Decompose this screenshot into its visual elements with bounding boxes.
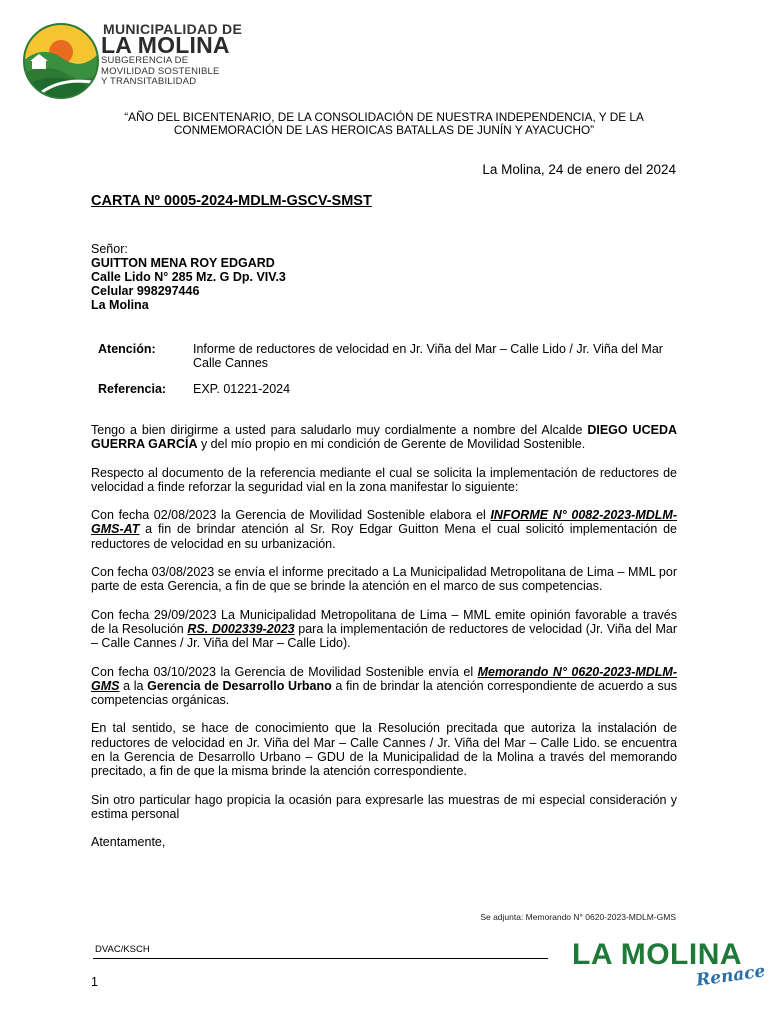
text-run: y del mío propio en mi condición de Gerente de Movilidad Sostenible.	[197, 437, 586, 452]
addressee-street: Calle Lido N° 285 Mz. G Dp. VIV.3	[91, 270, 286, 284]
footer-divider	[93, 958, 548, 959]
addressee-name: GUITTON MENA ROY EDGARD	[91, 256, 275, 270]
closing: Atentamente,	[91, 835, 166, 850]
informe-reference: INFORME N° 0082-2023-MDLM-GMS-AT	[91, 508, 677, 537]
subgerencia-line: MOVILIDAD SOSTENIBLE	[101, 65, 220, 77]
municipality-small-title: MUNICIPALIDAD DE	[103, 21, 243, 37]
mayor-name: DIEGO UCEDA GUERRA GARCÍA	[91, 423, 678, 452]
paragraph-informe	[91, 508, 677, 551]
atencion-label: Atención:	[98, 342, 156, 356]
addressee-district: La Molina	[91, 298, 149, 312]
text-run: para la implementación de reductores de velocidad (Jr. Viña del Mar – Calle Cannes / Jr. Viña del Mar – Calle Lido).	[91, 621, 677, 651]
paragraph-greeting	[91, 423, 677, 452]
gerencia-name: Gerencia de Desarrollo Urbano	[147, 678, 332, 693]
text-run: a fin de brindar atención al Sr. Roy Edgar Guitton Mena el cual solicitó implementación de reductores de velocidad en su urbanización.	[91, 522, 677, 551]
paragraph-envio: Con fecha 03/08/2023 se envía el informe precitado a La Municipalidad Metropolitana de Lima – MML por parte de esta Gerencia, a fin de que se brinde la atención en el marco de sus competencias.	[91, 565, 677, 594]
paragraph-conclusion: En tal sentido, se hace de conocimiento que la Resolución precitada que autoriza la instalación de reductores de velocidad en Jr. Viña del Mar – Calle Cannes / Jr. Viña del Mar – Calle Lido. se encuentra en la Gerencia de Desarrollo Urbano – GDU de la Municipalidad de la Molina a través del memorando precitado, a fin de que la misma brinde la atención correspondiente.	[91, 721, 677, 779]
subgerencia-line: SUBGERENCIA DE	[101, 55, 189, 66]
letter-body	[91, 423, 677, 864]
municipality-big-title: LA MOLINA	[101, 32, 230, 58]
paragraph-memorando	[91, 665, 677, 708]
date-line: La Molina, 24 de enero del 2024	[482, 162, 676, 177]
resolucion-reference: RS. D002339-2023	[187, 621, 295, 636]
atencion-row	[98, 342, 680, 370]
referencia-value: EXP. 01221-2024	[193, 382, 291, 396]
subgerencia-lines	[101, 56, 220, 88]
paragraph-resolucion	[91, 608, 677, 651]
year-motto: “AÑO DEL BICENTENARIO, DE LA CONSOLIDACIÓN DE NUESTRA INDEPENDENCIA, Y DE LA CONMEMORACIÓN DE LAS HEROICAS BATALLAS DE JUNÍN Y AYACUCHO”	[124, 110, 644, 137]
addressee-block	[91, 242, 286, 312]
text-run: Con fecha 02/08/2023 la Gerencia de Movilidad Sostenible elabora el	[91, 508, 491, 523]
text-run: Con fecha 29/09/2023 La Municipalidad Metropolitana de Lima – MML emite opinión favorable a través de la Resolución	[91, 607, 677, 636]
memorando-reference: Memorando N° 0620-2023-MDLM-GMS	[91, 664, 678, 693]
text-run: a la	[119, 678, 148, 693]
addressee-phone: Celular 998297446	[91, 284, 200, 298]
text-run: Con fecha 03/10/2023 la Gerencia de Movilidad Sostenible envía el	[91, 664, 478, 679]
greeting: Señor:	[91, 242, 128, 256]
text-run: Tengo a bien dirigirme a usted para saludarlo muy cordialmente a nombre del Alcalde	[91, 423, 588, 437]
reference-table	[98, 342, 680, 408]
letter-title: CARTA Nº 0005-2024-MDLM-GSCV-SMST	[91, 193, 372, 209]
text-run: a fin de brindar la atención correspondiente de acuerdo a sus competencias orgánicas.	[91, 678, 677, 708]
referencia-row	[98, 382, 680, 396]
municipality-emblem-icon	[22, 22, 100, 100]
footer-logo-text: LA MOLINA	[572, 938, 743, 971]
page-number: 1	[91, 975, 98, 989]
referencia-label: Referencia:	[98, 382, 167, 396]
atencion-value: Informe de reductores de velocidad en Jr. Viña del Mar – Calle Lido / Jr. Viña del Mar Calle Cannes	[193, 342, 663, 370]
paragraph-request: Respecto al documento de la referencia mediante el cual se solicita la implementación de reductores de velocidad a finde reforzar la seguridad vial en la zona manifestar lo siguiente:	[91, 465, 677, 494]
subgerencia-line: Y TRANSITABILIDAD	[101, 76, 197, 87]
initials: DVAC/KSCH	[95, 944, 150, 955]
paragraph-farewell: Sin otro particular hago propicia la ocasión para expresarle las muestras de mi especial consideración y estima personal	[91, 792, 677, 821]
footer-logo-slogan: Renace	[694, 961, 767, 991]
attachment-note: Se adjunta: Memorando N° 0620-2023-MDLM-GMS	[480, 912, 676, 922]
